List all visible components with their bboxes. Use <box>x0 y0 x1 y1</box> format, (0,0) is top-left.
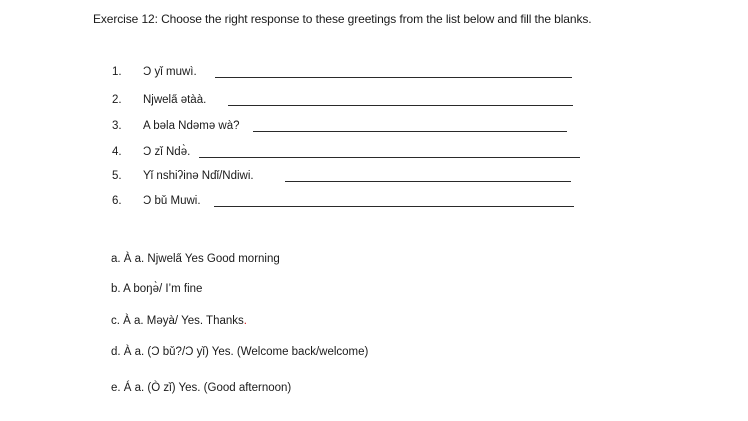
answer-option-b: b. A boŋə̀/ I’m fine <box>111 283 203 295</box>
answer-blank-4[interactable] <box>199 157 580 158</box>
question-text: Ɔ bǔ Muwi. <box>143 195 201 207</box>
answer-blank-3[interactable] <box>253 131 567 132</box>
question-text: Njwela̋ ətàà. <box>143 94 207 106</box>
answer-blank-6[interactable] <box>214 206 574 207</box>
answer-option-c-text: c. À a. Məyà/ Yes. Thanks <box>111 315 244 327</box>
exercise-instruction: Exercise 12: Choose the right response to these greetings from the list below and fill the blanks. <box>93 12 592 26</box>
question-text: A bəla Ndəmə wà? <box>143 120 240 132</box>
answer-option-e: e. Á a. (Ò zǐ) Yes. (Good afternoon) <box>111 382 292 394</box>
question-number: 6. <box>112 195 122 207</box>
answer-blank-2[interactable] <box>228 105 573 106</box>
answer-option-c-red-period: . <box>243 315 247 327</box>
question-text: Ɔ zǐ Ndə̀. <box>143 146 191 158</box>
question-number: 5. <box>112 170 122 182</box>
question-text: Ɔ yǐ muwì. <box>143 66 197 78</box>
question-number: 3. <box>112 120 122 132</box>
question-number: 1. <box>112 66 122 78</box>
question-text: Yǐ nshiʔinə Ndǐ/Ndiwi. <box>143 170 254 182</box>
question-number: 4. <box>112 146 122 158</box>
answer-blank-5[interactable] <box>285 181 571 182</box>
question-number: 2. <box>112 94 122 106</box>
answer-blank-1[interactable] <box>215 77 572 78</box>
answer-option-a: a. À a. Njwela̋ Yes Good morning <box>111 253 280 265</box>
answer-option-c <box>111 315 247 327</box>
answer-option-d: d. À a. (Ɔ bǔ?/Ɔ yǐ) Yes. (Welcome back/welcome) <box>111 346 369 358</box>
